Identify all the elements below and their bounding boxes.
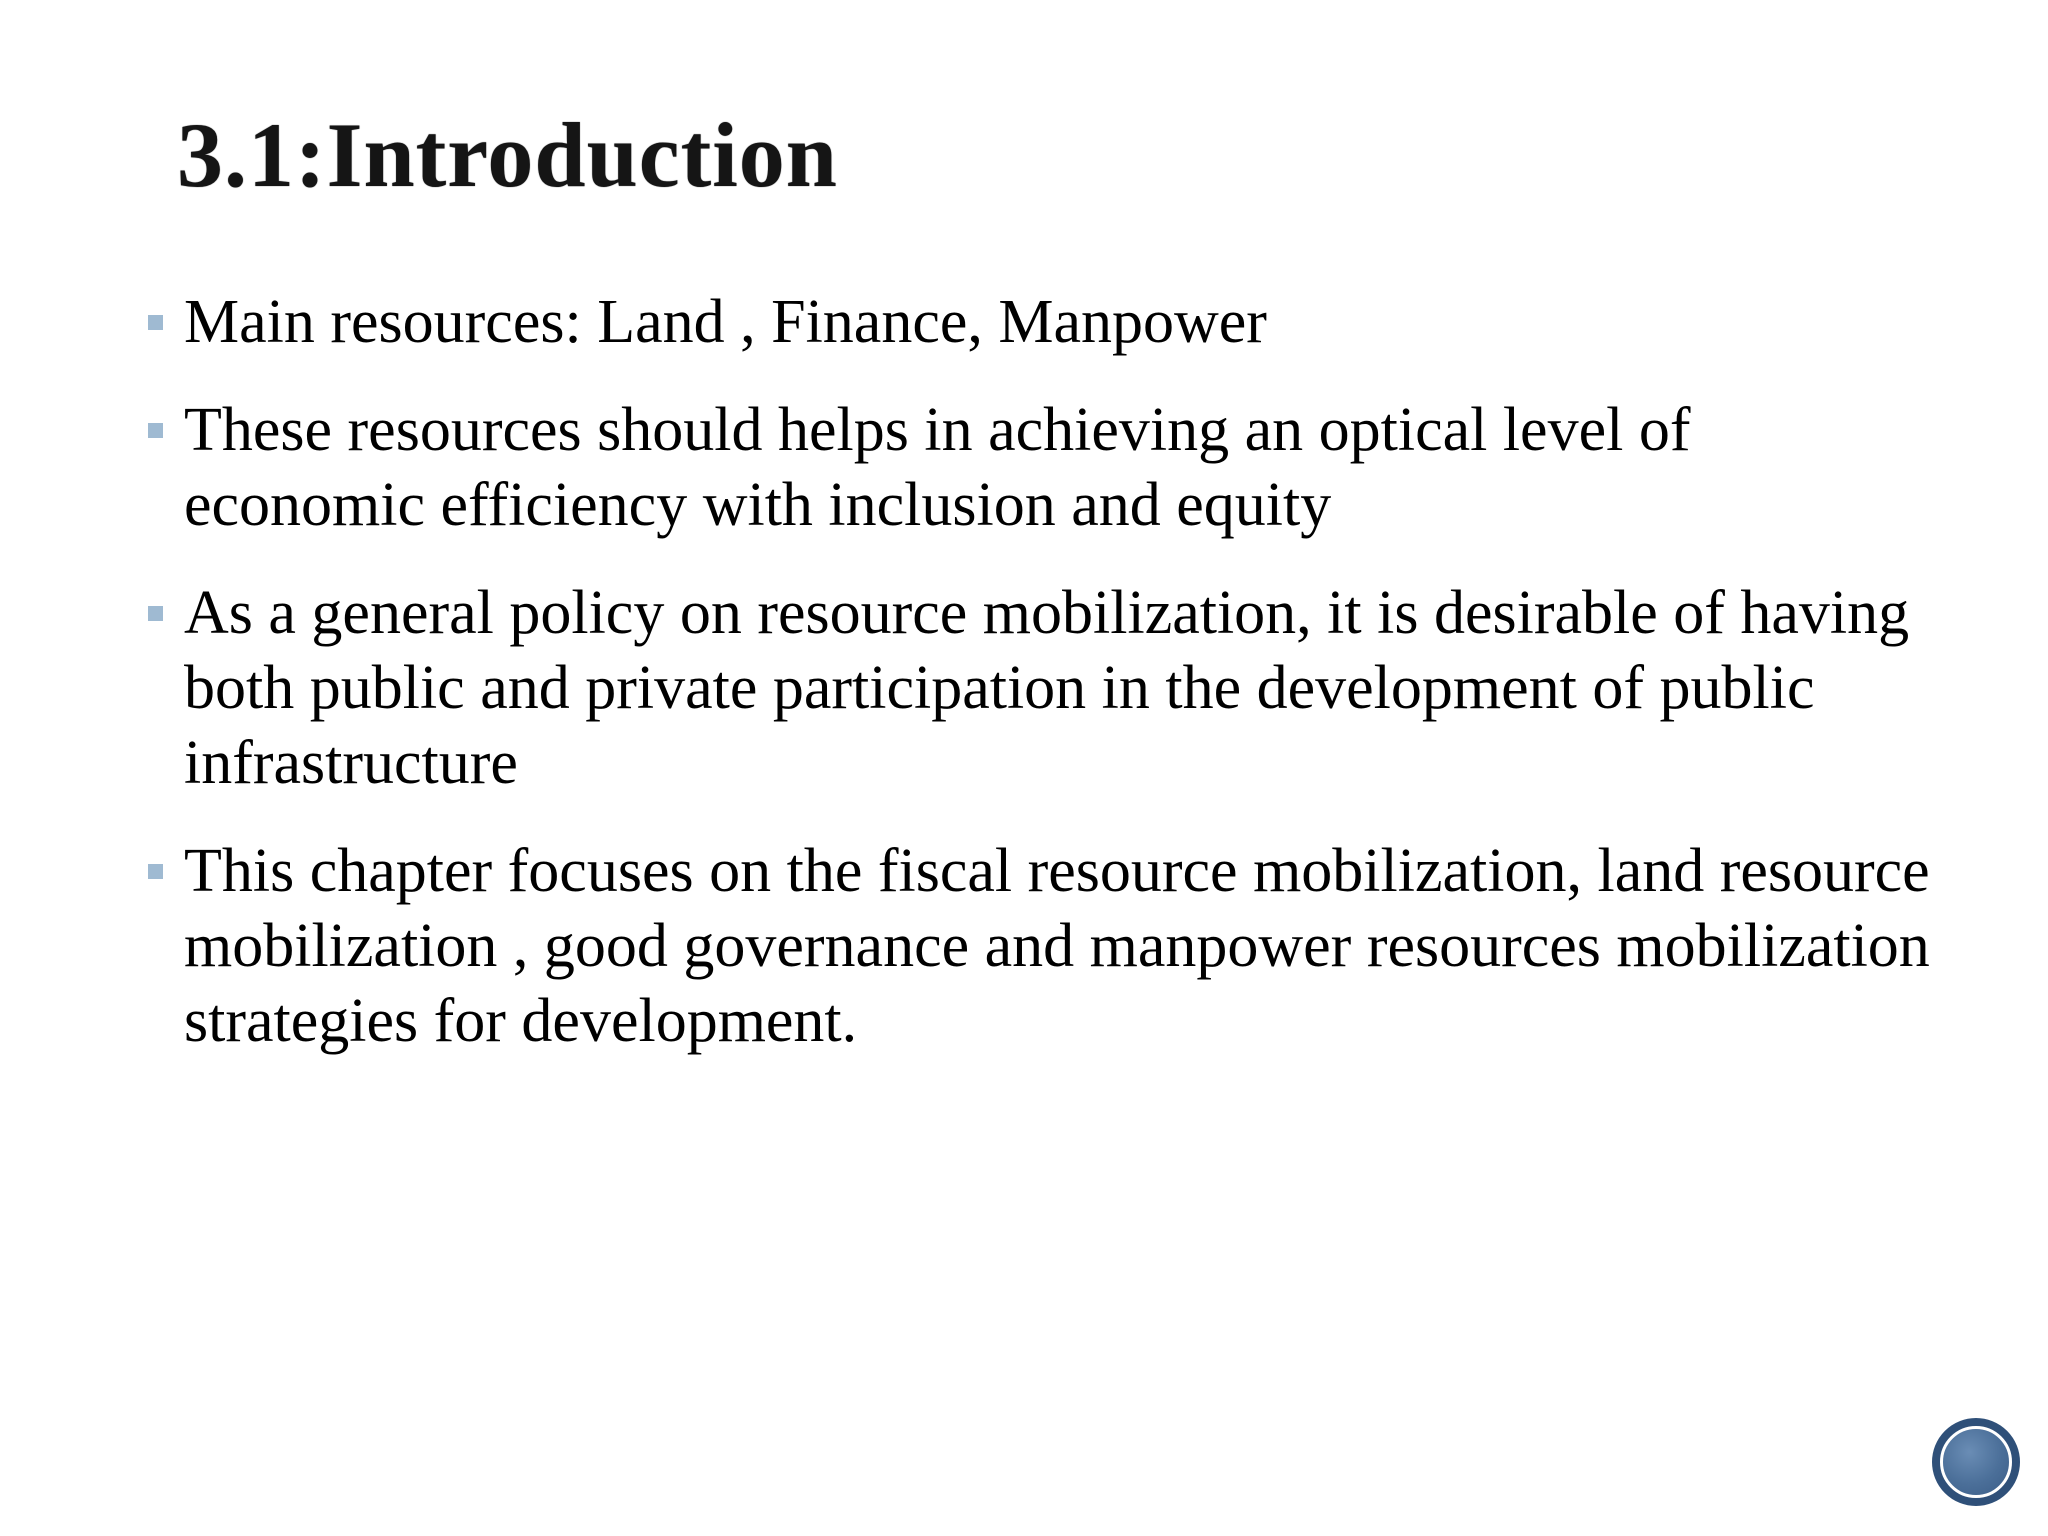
square-bullet-icon: [148, 315, 163, 330]
circle-button-icon: [1940, 1426, 2012, 1498]
bullet-item: [140, 285, 1940, 360]
slide-title: 3.1:Introduction: [177, 104, 838, 206]
square-bullet-icon: [148, 864, 163, 879]
square-bullet-icon: [148, 606, 163, 621]
square-bullet-icon: [148, 423, 163, 438]
bullet-item: [140, 834, 1940, 1059]
bullet-text: This chapter focuses on the fiscal resource mobilization, land resource mobilization , good governance and manpower resources mobilization strategies for development.: [184, 837, 1930, 1055]
bullet-text: As a general policy on resource mobilization, it is desirable of having both public and private participation in the development of public infrastructure: [184, 579, 1910, 797]
slide-nav-button[interactable]: [1932, 1418, 2020, 1506]
bullet-item: [140, 393, 1940, 543]
bullet-text: Main resources: Land , Finance, Manpower: [184, 288, 1267, 356]
bullet-list: [140, 285, 1940, 1092]
bullet-item: [140, 576, 1940, 801]
bullet-text: These resources should helps in achieving an optical level of economic efficiency with inclusion and equity: [184, 396, 1691, 539]
